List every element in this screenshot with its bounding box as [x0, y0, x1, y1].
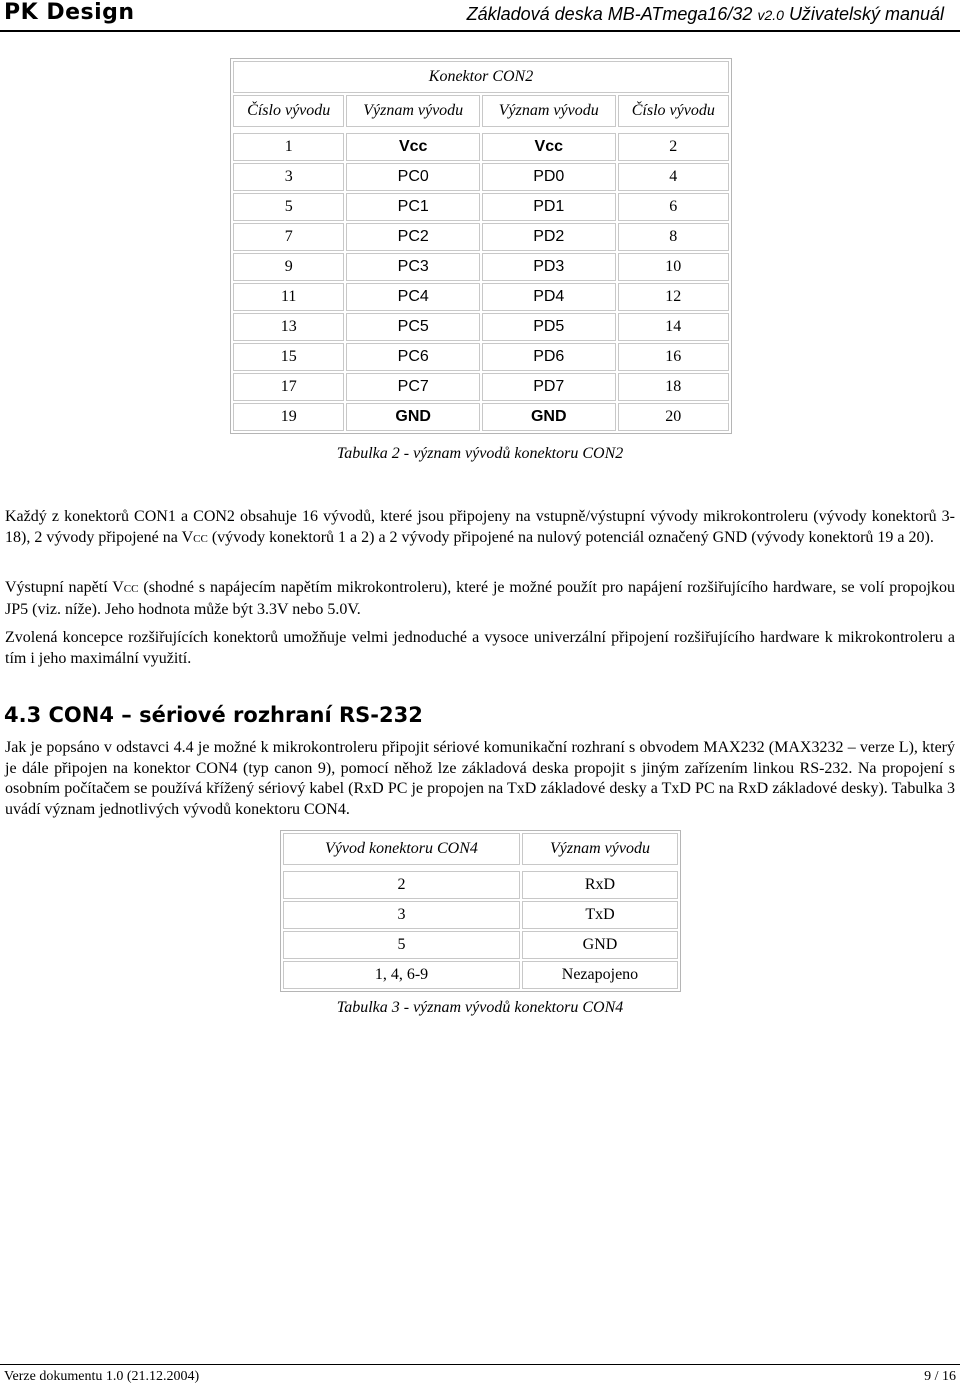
document-title-main: Základová deska MB-ATmega16/32	[466, 4, 753, 24]
document-version: v2.0	[757, 7, 784, 23]
pin-number: 7	[233, 223, 344, 251]
pin-number: 20	[618, 403, 729, 431]
table-title: Konektor CON2	[233, 61, 729, 93]
pin-signal: TxD	[522, 901, 678, 929]
paragraph-text: Každý z konektorů CON1 a CON2 obsahuje 16 vývodů, které jsou připojeny na vstupně/výstupní vývody mikrokontroleru (vývody konektorů 3-18), 2 vývody připojené na V	[5, 508, 955, 546]
con4-pinout-table	[280, 830, 681, 992]
pin-signal: PD3	[482, 253, 616, 281]
subscript-text: CC	[123, 583, 139, 595]
pin-signal: GND	[522, 931, 678, 959]
table-row	[233, 283, 729, 311]
pin-signal: PC2	[346, 223, 480, 251]
section-heading: 4.3 CON4 – sériové rozhraní RS-232	[4, 703, 423, 727]
table-row	[233, 373, 729, 401]
pin-signal: PD2	[482, 223, 616, 251]
pin-signal: GND	[482, 403, 616, 431]
pin-signal: PC1	[346, 193, 480, 221]
paragraph-text: (vývody konektorů 1 a 2) a 2 vývody připojené na nulový potenciál označený GND (vývody konektorů 19 a 20).	[207, 528, 934, 546]
table-row	[233, 133, 729, 161]
table-row	[233, 193, 729, 221]
pin-signal: PC0	[346, 163, 480, 191]
document-subtitle: Uživatelský manuál	[788, 4, 944, 24]
page-header	[0, 0, 960, 32]
table-row	[283, 931, 678, 959]
paragraph	[5, 507, 955, 549]
pin-number: 18	[618, 373, 729, 401]
pin-number: 5	[283, 931, 520, 959]
pin-signal: Vcc	[346, 133, 480, 161]
page-footer	[0, 1364, 960, 1384]
paragraph-text: (shodné s napájecím napětím mikrokontroleru), které je možné použít pro napájení rozšiřujícího hardware, se volí propojkou JP5 (viz. níže). Jeho hodnota může být 3.3V nebo 5.0V.	[5, 579, 956, 618]
table-row	[233, 343, 729, 371]
pin-number: 17	[233, 373, 344, 401]
pin-signal: PC7	[346, 373, 480, 401]
table-row	[233, 163, 729, 191]
subscript-text: CC	[193, 532, 208, 545]
pin-number: 9	[233, 253, 344, 281]
pin-number: 6	[618, 193, 729, 221]
pin-number: 19	[233, 403, 344, 431]
table-header-row	[283, 833, 678, 865]
paragraph: Zvolená koncepce rozšiřujících konektorů umožňuje velmi jednoduché a vysoce univerzální připojení rozšiřujícího hardware k mikrokontroleru a tím i jeho maximální využití.	[5, 629, 955, 667]
column-header: Vývod konektoru CON4	[283, 833, 520, 865]
pin-number: 3	[233, 163, 344, 191]
table-row	[233, 403, 729, 431]
page-number: 9 / 16	[924, 1369, 956, 1384]
pin-number: 15	[233, 343, 344, 371]
column-header: Význam vývodu	[346, 95, 480, 127]
pin-number: 3	[283, 901, 520, 929]
pin-signal: PD5	[482, 313, 616, 341]
table-caption: Tabulka 3 - význam vývodů konektoru CON4	[336, 999, 624, 1016]
table-row	[283, 901, 678, 929]
pin-signal: PD0	[482, 163, 616, 191]
pin-signal: PC5	[346, 313, 480, 341]
column-header: Číslo vývodu	[618, 95, 729, 127]
pin-signal: PD1	[482, 193, 616, 221]
column-header: Číslo vývodu	[233, 95, 344, 127]
pin-signal: Vcc	[482, 133, 616, 161]
document-title	[467, 4, 944, 25]
paragraph: Jak je popsáno v odstavci 4.4 je možné k mikrokontroleru připojit sériové komunikační rozhraní s obvodem MAX232 (MAX3232 – verze L), který je dále připojen na konektor CON4 (typ canon 9), pomocí něhož lze základová deska propojit s jiným zařízením linkou RS-232. Na propojení s osobním počítačem se používá křížený sériový kabel (RxD PC je propojen na TxD základové desky a TxD PC na RxD základové desky). Tabulka 3 uvádí význam jednotlivých vývodů konektoru CON4.	[5, 739, 955, 818]
table-spacer	[233, 129, 729, 131]
brand-logo: PK Design	[4, 0, 135, 25]
pin-signal: PC4	[346, 283, 480, 311]
pin-number: 5	[233, 193, 344, 221]
pin-signal: PC6	[346, 343, 480, 371]
table-spacer	[283, 867, 678, 869]
table-header-row	[233, 95, 729, 127]
table-row	[283, 871, 678, 899]
pin-number: 11	[233, 283, 344, 311]
pin-number: 14	[618, 313, 729, 341]
table-row	[233, 253, 729, 281]
paragraph	[5, 578, 955, 620]
table-row	[233, 313, 729, 341]
paragraph-text: Výstupní napětí V	[5, 579, 124, 596]
pin-signal: PD7	[482, 373, 616, 401]
pin-number: 2	[283, 871, 520, 899]
pin-number: 10	[618, 253, 729, 281]
pin-signal: RxD	[522, 871, 678, 899]
column-header: Význam vývodu	[522, 833, 678, 865]
pin-signal: GND	[346, 403, 480, 431]
pin-signal: PC3	[346, 253, 480, 281]
table-row	[283, 961, 678, 989]
pin-number: 16	[618, 343, 729, 371]
column-header: Význam vývodu	[482, 95, 616, 127]
pin-number: 13	[233, 313, 344, 341]
pin-signal: PD6	[482, 343, 616, 371]
pin-number: 4	[618, 163, 729, 191]
pin-signal: PD4	[482, 283, 616, 311]
footer-version: Verze dokumentu 1.0 (21.12.2004)	[4, 1369, 200, 1384]
con2-pinout-table	[230, 58, 732, 434]
pin-number: 1	[233, 133, 344, 161]
pin-number: 8	[618, 223, 729, 251]
table-caption: Tabulka 2 - význam vývodů konektoru CON2	[336, 445, 624, 462]
pin-number: 12	[618, 283, 729, 311]
pin-signal: Nezapojeno	[522, 961, 678, 989]
pin-number: 1, 4, 6-9	[283, 961, 520, 989]
pin-number: 2	[618, 133, 729, 161]
table-row	[233, 223, 729, 251]
